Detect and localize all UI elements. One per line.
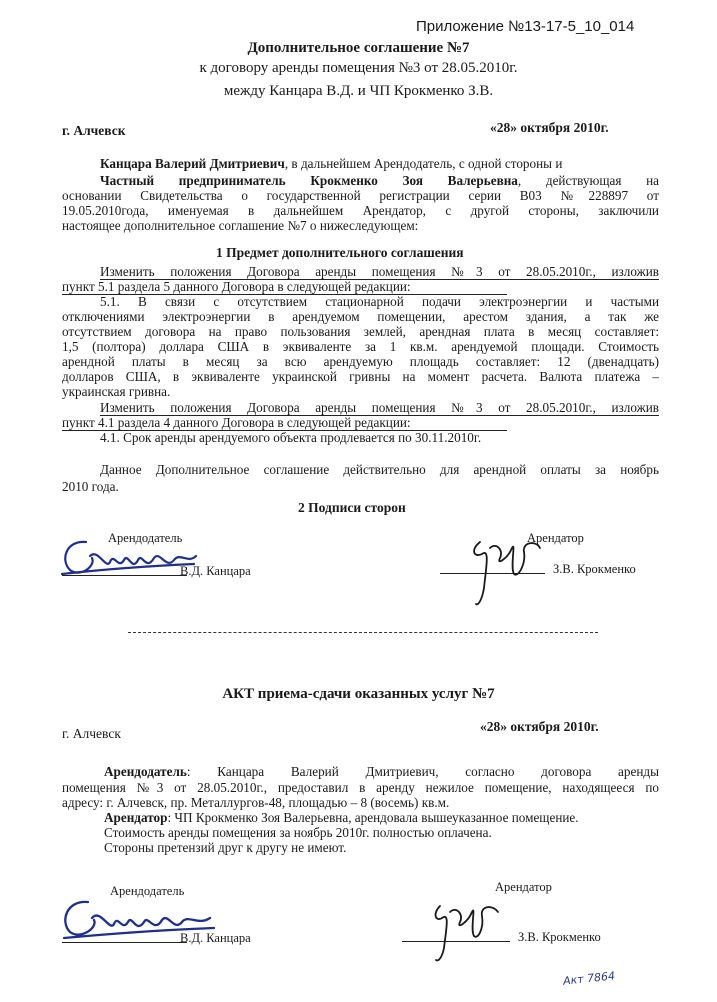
validity-line-2: 2010 года. (62, 479, 119, 494)
tenant-full-name: Частный предприниматель Крокменко Зоя Валерьевна (100, 173, 518, 188)
change-2-line-2: пункт 4.1 раздела 4 данного Договора в следующей редакции: (62, 415, 411, 430)
clause-5-1-line-4: 1,5 (полтора) доллара США в эквиваленте за 1 кв.м. арендуемой площади. Стоимость (62, 339, 659, 354)
act-title: АКТ приема-сдачи оказанных услуг №7 (222, 686, 495, 702)
handwritten-note: Акт 7864 (562, 969, 616, 988)
landlord-name: В.Д. Канцара (180, 564, 251, 578)
preamble-line-2 (100, 173, 659, 189)
act-line-2: помещения №3 от 28.05.2010г., предоставил в аренду нежилое помещение, находящееся по (62, 780, 659, 795)
act-tenant-label: Арендатор (104, 810, 168, 825)
clause-5-1-line-6: долларов США, в эквиваленте украинской гривны на момент расчета. Валюта платежа – (62, 369, 659, 384)
tenant-label: Арендатор (527, 531, 584, 545)
act-landlord-label-sig: Арендодатель (110, 884, 185, 898)
tenant-name: З.В. Крокменко (553, 562, 636, 576)
act-text: : ЧП Крокменко Зоя Валерьевна, арендовала вышеуказанное помещение. (167, 810, 579, 825)
preamble-line-3: основании Свидетельства о государственной регистрации серии В03 №228897 от (62, 188, 659, 203)
validity-line-1: Данное Дополнительное соглашение действительно для арендной оплаты за ноябрь (100, 462, 659, 477)
act-tenant-label-sig: Арендатор (495, 880, 552, 894)
landlord-signature (58, 530, 198, 580)
change-2-line-1: Изменить положения Договора аренды помещения №3 от 28.05.2010г., изложив (100, 400, 659, 415)
section-1-title: 1 Предмет дополнительного соглашения (216, 245, 464, 260)
act-line-5: Стоимость аренды помещения за ноябрь 2010г. полностью оплачена. (104, 825, 492, 840)
agreement-city: г. Алчевск (62, 123, 126, 138)
act-line-4 (104, 810, 579, 826)
act-line-1 (104, 764, 659, 780)
change-1-line-2: пункт 5.1 раздела 5 данного Договора в следующей редакции: (62, 279, 411, 294)
preamble-line-4: 19.05.2010года, именуемая в дальнейшем Арендатор, с другой стороны, заключили (62, 203, 659, 218)
clause-5-1-line-3: отсутствием договора на право пользования землей, арендная плата в месяц составляет: (62, 324, 659, 339)
clause-5-1-line-5: арендной платы в месяц за всю арендуемую площадь составляет: 12 (двенадцать) (62, 354, 659, 369)
agreement-parties: между Канцара В.Д. и ЧП Крокменко З.В. (223, 83, 494, 99)
appendix-number: Приложение №13-17-5_10_014 (416, 18, 635, 35)
clause-4-1: 4.1. Срок аренды арендуемого объекта продлевается по 30.11.2010г. (100, 430, 482, 445)
clause-5-1-line-2: отключениями электроэнергии в арендуемом помещении, арестом здания, а так же (62, 309, 659, 324)
preamble-text: , в дальнейшем Арендодатель, с одной стороны и (284, 156, 563, 171)
act-date: «28» октября 2010г. (480, 719, 599, 734)
landlord-label: Арендодатель (108, 531, 183, 545)
act-landlord-label: Арендодатель (104, 764, 187, 779)
act-city: г. Алчевск (62, 726, 121, 741)
preamble-text: , действующая на (517, 173, 659, 188)
clause-5-1-line-7: украинская гривна. (62, 384, 171, 399)
act-line-3: адресу: г. Алчевск, пр. Металлургов-48, площадью – 8 (восемь) кв.м. (62, 795, 450, 810)
act-text: : Канцара Валерий Дмитриевич, согласно договора аренды (186, 764, 659, 779)
change-1-line-1: Изменить положения Договора аренды помещения №3 от 28.05.2010г., изложив (100, 264, 659, 279)
agreement-date: «28» октября 2010г. (490, 120, 609, 135)
act-landlord-name: В.Д. Канцара (180, 931, 251, 945)
agreement-subtitle: к договору аренды помещения №3 от 28.05.2010г. (199, 60, 518, 76)
tenant-signature (460, 528, 550, 608)
act-tenant-name: З.В. Крокменко (518, 930, 601, 944)
agreement-title: Дополнительное соглашение №7 (247, 40, 470, 56)
section-2-title: 2 Подписи сторон (298, 500, 406, 515)
preamble-line-1 (100, 156, 562, 172)
separator-line (128, 632, 598, 633)
preamble-line-5: настоящее дополнительное соглашение №7 о нижеследующем: (62, 218, 419, 233)
act-line-6: Стороны претензий друг к другу не имеют. (104, 840, 347, 855)
clause-5-1-line-1: 5.1. В связи с отсутствием стационарной подачи электроэнергии и частыми (100, 294, 659, 309)
act-tenant-signature (424, 894, 504, 964)
landlord-full-name: Канцара Валерий Дмитриевич (100, 156, 285, 171)
